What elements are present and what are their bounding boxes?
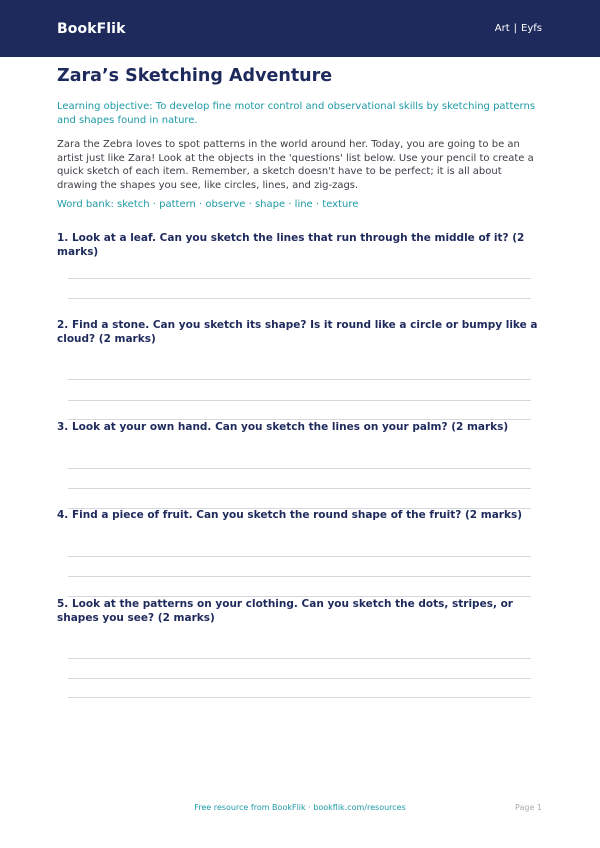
page-header bbox=[0, 0, 600, 57]
answer-line[interactable] bbox=[68, 556, 531, 557]
answer-line[interactable] bbox=[68, 379, 531, 380]
answer-line[interactable] bbox=[68, 697, 531, 698]
question-3: 3. Look at your own hand. Can you sketch the lines on your palm? (2 marks) bbox=[57, 421, 509, 433]
answer-line[interactable] bbox=[68, 658, 531, 659]
answer-line[interactable] bbox=[68, 468, 531, 469]
meta-separator: | bbox=[513, 23, 518, 34]
learning-objective: Learning objective: To develop fine motor control and observational skills by sketching patterns and shapes found in nature. bbox=[57, 101, 536, 126]
brand-logo-text[interactable]: BookFlik bbox=[57, 20, 126, 37]
worksheet-title: Zara’s Sketching Adventure bbox=[57, 66, 333, 86]
header-meta bbox=[495, 23, 542, 34]
question-2: 2. Find a stone. Can you sketch its shape? Is it round like a circle or bumpy like a cloud? (2 marks) bbox=[57, 319, 538, 345]
answer-line[interactable] bbox=[68, 400, 531, 401]
answer-line[interactable] bbox=[68, 298, 531, 299]
answer-line[interactable] bbox=[68, 678, 531, 679]
answer-line[interactable] bbox=[68, 488, 531, 489]
answer-line[interactable] bbox=[68, 576, 531, 577]
page-number: Page 1 bbox=[515, 803, 542, 812]
intro-paragraph: Zara the Zebra loves to spot patterns in the world around her. Today, you are going to be an artist just like Zara! Look at the objects in the 'questions' list below. Use your pencil to create a quick sketch of each item. Remember, a sketch doesn't have to be perfect; it is all about drawing the shapes you see, like circles, lines, and zig-zags. bbox=[57, 139, 534, 191]
question-1: 1. Look at a leaf. Can you sketch the lines that run through the middle of it? (2 marks) bbox=[57, 232, 525, 258]
footer-resource-link[interactable]: Free resource from BookFlik · bookflik.com/resources bbox=[194, 803, 406, 812]
word-bank: Word bank: sketch · pattern · observe · shape · line · texture bbox=[57, 199, 359, 210]
question-5: 5. Look at the patterns on your clothing. Can you sketch the dots, stripes, or shapes you see? (2 marks) bbox=[57, 598, 513, 624]
question-4: 4. Find a piece of fruit. Can you sketch the round shape of the fruit? (2 marks) bbox=[57, 509, 523, 521]
level-label: Eyfs bbox=[521, 23, 542, 34]
subject-label: Art bbox=[494, 23, 510, 34]
answer-line[interactable] bbox=[68, 278, 531, 279]
